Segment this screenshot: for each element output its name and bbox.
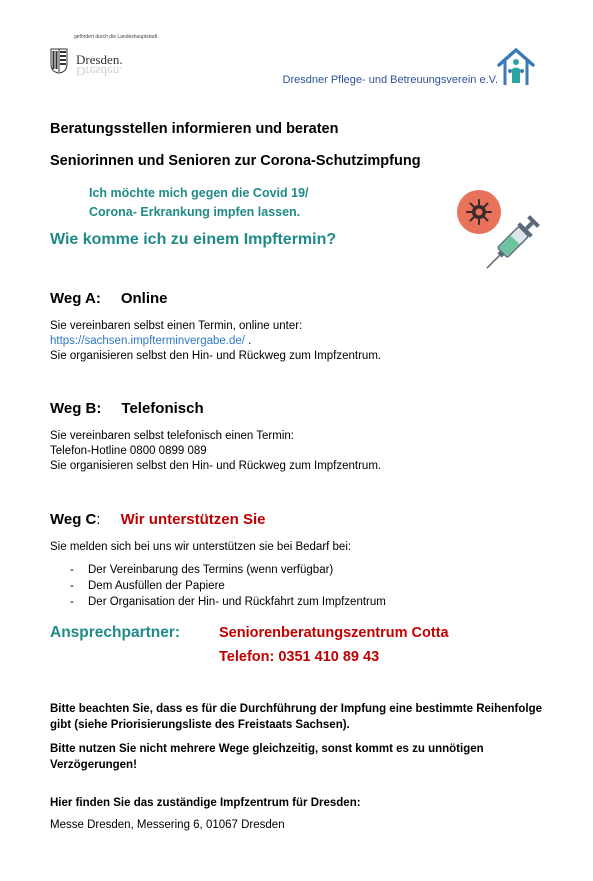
title-line-1: Beratungsstellen informieren und beraten [50,121,339,137]
impftermin-link[interactable]: https://sachsen.impfterminvergabe.de/ [50,335,245,347]
weg-c-title: Wir unterstützen Sie [120,511,266,528]
weg-b-line-3: Sie organisieren selbst den Hin- und Rückweg zum Impfzentrum. [50,460,382,472]
contact-label: Ansprechpartner: [50,624,181,641]
intro-line-2: Corona- Erkrankung impfen lassen. [89,205,301,219]
intro-line-1: Ich möchte mich gegen die Covid 19/ [89,186,309,200]
weg-a-text [50,319,381,364]
weg-a-line-3: Sie organisieren selbst den Hin- und Rückweg zum Impfzentrum. [50,350,382,362]
weg-c-colon: : [96,511,101,528]
weg-b-label: Weg B: [50,400,102,417]
weg-c-list [70,562,386,610]
title-line-2: Seniorinnen und Senioren zur Corona-Schutzimpfung [50,153,421,169]
list-item: - Der Vereinbarung des Termins (wenn verfügbar) [70,562,386,578]
weg-a-link-line [50,334,381,349]
city-logo-reflection: Dresden. [76,64,123,79]
weg-c-label: Weg C [50,511,97,528]
list-item: - Der Organisation der Hin- und Rückfahrt zum Impfzentrum [70,594,386,610]
funded-by-text: gefördert durch die Landeshauptstadt [74,34,158,40]
city-logo-text: Dresden. [76,52,123,67]
weg-a-line-1: Sie vereinbaren selbst einen Termin, online unter: [50,320,303,332]
organization-name: Dresdner Pflege- und Betreuungsverein e.V. [282,74,498,86]
note-warning: Bitte nutzen Sie nicht mehrere Wege gleichzeitig, sonst kommt es zu unnötigen Verzögerungen! [50,743,484,771]
dresden-crest-icon [50,48,68,74]
weg-c-line-1: Sie melden sich bei uns wir unterstützen sie bei Bedarf bei: [50,541,352,553]
question-heading: Wie komme ich zu einem Impftermin? [50,231,337,248]
weg-b-line-1: Sie vereinbaren selbst telefonisch einen Termin: [50,430,294,442]
city-logo [50,34,160,84]
weg-c-heading [50,511,265,528]
syringe-icon [478,205,548,280]
note-priority: Bitte beachten Sie, dass es für die Durchführung der Impfung eine bestimmte Reihenfolge gibt (siehe Priorisierungsliste des Freistaats Sachsen). [50,703,543,731]
weg-b-heading [50,400,204,417]
note-impfzentrum: Hier finden Sie das zuständige Impfzentrum für Dresden: [50,797,361,809]
house-family-logo-icon [496,45,536,89]
weg-b-hotline: Telefon-Hotline 0800 0899 089 [50,445,207,457]
weg-a-label: Weg A: [50,290,101,307]
weg-a-title: Online [120,290,168,307]
impfzentrum-address: Messe Dresden, Messering 6, 01067 Dresden [50,819,285,831]
weg-a-link-suffix: . [244,335,252,347]
weg-a-heading [50,290,168,307]
weg-b-title: Telefonisch [121,400,204,417]
weg-b-text [50,429,381,474]
contact-phone: Telefon: 0351 410 89 43 [219,649,380,665]
list-item: - Dem Ausfüllen der Papiere [70,578,386,594]
contact-name: Seniorenberatungszentrum Cotta [219,625,449,641]
